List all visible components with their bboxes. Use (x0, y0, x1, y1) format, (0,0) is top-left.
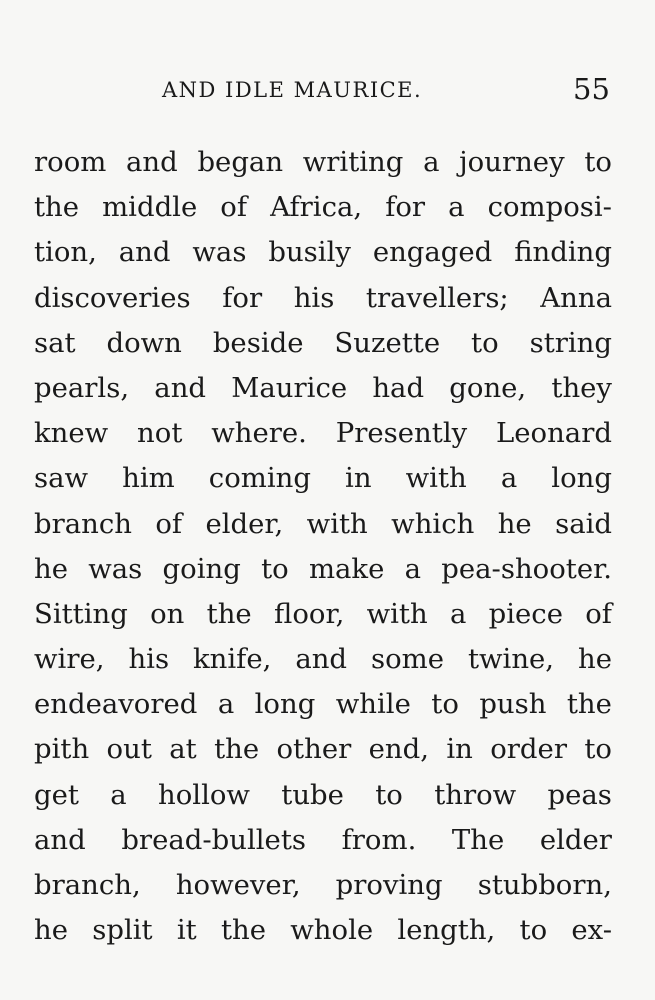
word: push (479, 688, 547, 721)
word: his (293, 281, 335, 314)
word: had (372, 371, 425, 404)
running-head (0, 72, 655, 112)
word: branch (34, 507, 132, 540)
word: floor, (273, 597, 345, 630)
word: proving (335, 869, 443, 901)
text-line (34, 140, 612, 185)
word: ex- (571, 914, 612, 947)
word: pith (34, 733, 90, 766)
word: in (446, 733, 473, 766)
text-line (34, 637, 612, 682)
word: pearls, (34, 371, 130, 404)
word: tube (281, 778, 344, 811)
word: to (375, 778, 403, 811)
word: it (176, 914, 197, 947)
word: Presently (335, 417, 468, 450)
text-line (34, 863, 612, 908)
word: room (34, 146, 107, 178)
word: knew (34, 417, 109, 450)
word: for (385, 191, 426, 224)
word: travellers; (365, 281, 509, 314)
word: composi- (487, 191, 612, 224)
running-title: AND IDLE MAURICE. (162, 78, 423, 102)
text-line (34, 366, 612, 411)
word: the (34, 191, 80, 224)
word: Africa, (270, 191, 363, 224)
word: twine, (467, 643, 555, 676)
word: he (34, 552, 68, 585)
word: busily (268, 236, 351, 269)
word: of (220, 191, 248, 224)
word: was (192, 236, 247, 269)
word: and (295, 643, 348, 676)
word: get (34, 778, 79, 811)
word: some (370, 643, 444, 676)
word: to (519, 914, 548, 947)
word: at (169, 733, 197, 766)
word: down (106, 326, 182, 359)
word: and (34, 823, 86, 856)
word: in (345, 462, 372, 495)
word: a (110, 778, 127, 811)
text-line (34, 411, 612, 456)
word: not (137, 417, 183, 450)
word: was (88, 552, 143, 585)
word: coming (208, 462, 311, 495)
text-line (34, 547, 612, 592)
word: end, (368, 733, 429, 766)
word: to (431, 688, 459, 721)
word: the (220, 914, 267, 947)
word: gone, (449, 371, 527, 404)
word: middle (102, 191, 198, 224)
word: Sitting (34, 597, 128, 630)
word: he (578, 643, 612, 676)
word: The (451, 823, 505, 856)
word: long (551, 462, 612, 495)
text-line (34, 230, 612, 275)
word: however, (175, 869, 301, 901)
word: while (335, 688, 411, 721)
word: other (276, 733, 352, 766)
text-line (34, 321, 612, 366)
word: with (306, 507, 368, 540)
word: knife, (193, 643, 272, 676)
text-line (34, 682, 612, 727)
word: whole (290, 914, 374, 947)
word: branch, (34, 869, 141, 901)
word: throw (434, 778, 517, 811)
word: Anna (540, 281, 612, 314)
word: the (214, 733, 260, 766)
word: the (206, 597, 252, 630)
word: beside (212, 326, 304, 359)
word: endeavored (34, 688, 198, 721)
text-line (34, 502, 612, 547)
word: where. (211, 417, 307, 450)
word: piece (488, 597, 563, 630)
word: a (404, 552, 422, 585)
word: elder, (205, 507, 284, 540)
word: journey (459, 146, 565, 178)
word: discoveries (34, 281, 191, 314)
page-number: 55 (573, 72, 610, 106)
text-line (34, 908, 612, 953)
word: his (128, 643, 170, 676)
word: going (162, 552, 241, 585)
word: finding (514, 236, 612, 269)
word: of (585, 597, 612, 630)
word: elder (539, 823, 612, 856)
word: length, (397, 914, 496, 947)
text-line (34, 773, 612, 818)
word: a (423, 146, 440, 178)
word: wire, (34, 643, 105, 676)
word: hollow (158, 778, 250, 811)
word: they (551, 371, 612, 404)
word: and (118, 236, 171, 269)
word: to (584, 733, 612, 766)
word: writing (302, 146, 404, 178)
word: which (391, 507, 475, 540)
word: order (490, 733, 567, 766)
word: out (106, 733, 152, 766)
body-text (34, 140, 612, 953)
word: Suzette (334, 326, 441, 359)
text-line (34, 276, 612, 321)
word: to (261, 552, 289, 585)
word: he (497, 507, 532, 540)
word: of (155, 507, 183, 540)
word: a (217, 688, 235, 721)
word: with (366, 597, 428, 630)
word: from. (341, 823, 417, 856)
word: sat (34, 326, 76, 359)
word: Leonard (496, 417, 612, 450)
text-line (34, 185, 612, 230)
word: saw (34, 462, 89, 495)
word: make (308, 552, 385, 585)
word: to (471, 326, 499, 359)
text-line (34, 727, 612, 772)
word: long (254, 688, 316, 721)
word: a (449, 597, 467, 630)
word: said (555, 507, 612, 540)
word: engaged (372, 236, 493, 269)
word: string (529, 326, 612, 359)
word: Maurice (231, 371, 348, 404)
word: peas (547, 778, 612, 811)
word: to (584, 146, 612, 178)
word: a (448, 191, 465, 224)
word: a (500, 462, 518, 495)
word: bread-bullets (121, 823, 306, 856)
text-line (34, 456, 612, 501)
text-line (34, 818, 612, 863)
word: the (566, 688, 612, 721)
word: split (92, 914, 153, 947)
word: on (150, 597, 185, 630)
word: for (222, 281, 263, 314)
word: and (154, 371, 207, 404)
text-line (34, 592, 612, 637)
word: stubborn, (477, 869, 612, 901)
word: he (34, 914, 68, 947)
word: pea-shooter. (441, 552, 612, 585)
word: began (197, 146, 284, 178)
word: with (405, 462, 467, 495)
word: him (122, 462, 175, 495)
word: tion, (34, 236, 97, 269)
word: and (126, 146, 178, 178)
